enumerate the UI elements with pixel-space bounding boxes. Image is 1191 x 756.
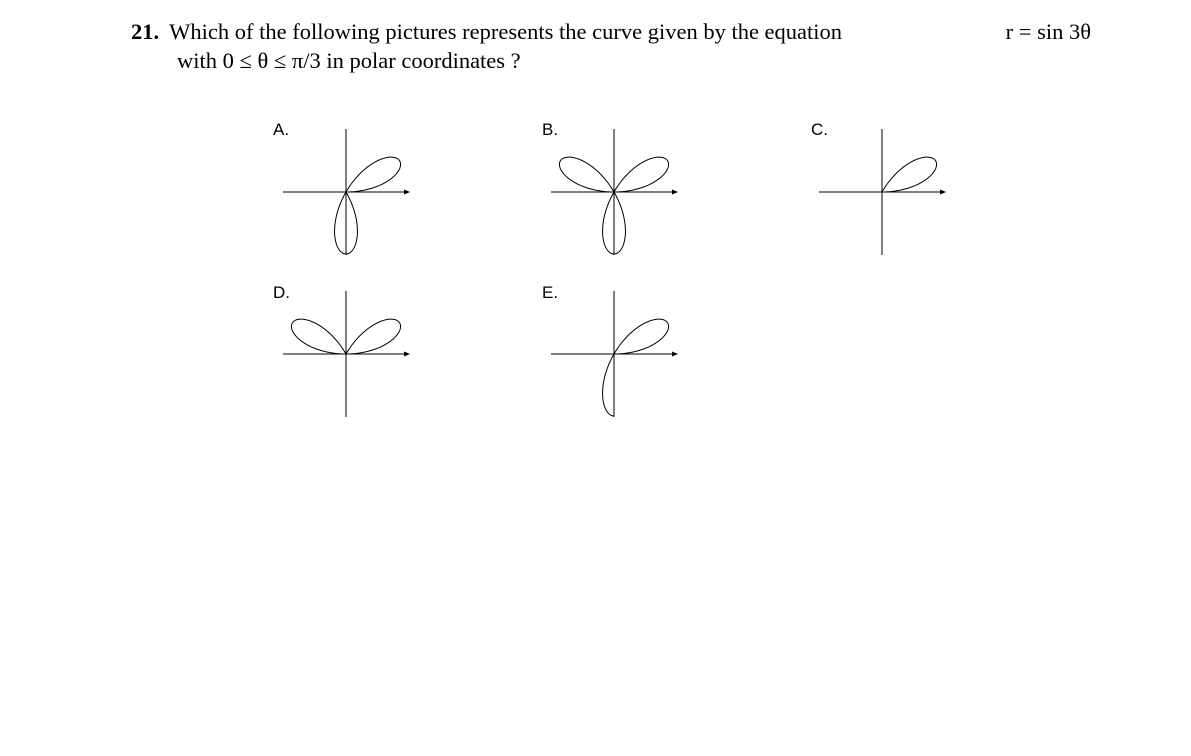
option-c-label[interactable]: C. xyxy=(811,120,828,139)
curve-petal-first xyxy=(614,319,669,354)
option-b-label[interactable]: B. xyxy=(542,120,559,139)
question-equation: r = sin 3θ xyxy=(1005,19,1091,44)
option-d-label[interactable]: D. xyxy=(273,283,290,302)
option-a-label[interactable]: A. xyxy=(273,120,290,139)
curve-petal-half-third xyxy=(603,354,614,416)
question-number: 21. xyxy=(131,19,160,44)
question-range: 0 ≤ θ ≤ π/3 xyxy=(222,48,321,73)
option-e-label[interactable]: E. xyxy=(542,283,559,302)
question-text-end: in polar coordinates ? xyxy=(326,48,521,73)
question-text: Which of the following pictures represents the curve given by the equation xyxy=(169,19,843,44)
x-axis-arrow-icon xyxy=(672,352,678,357)
question-text-with: with xyxy=(177,48,218,73)
